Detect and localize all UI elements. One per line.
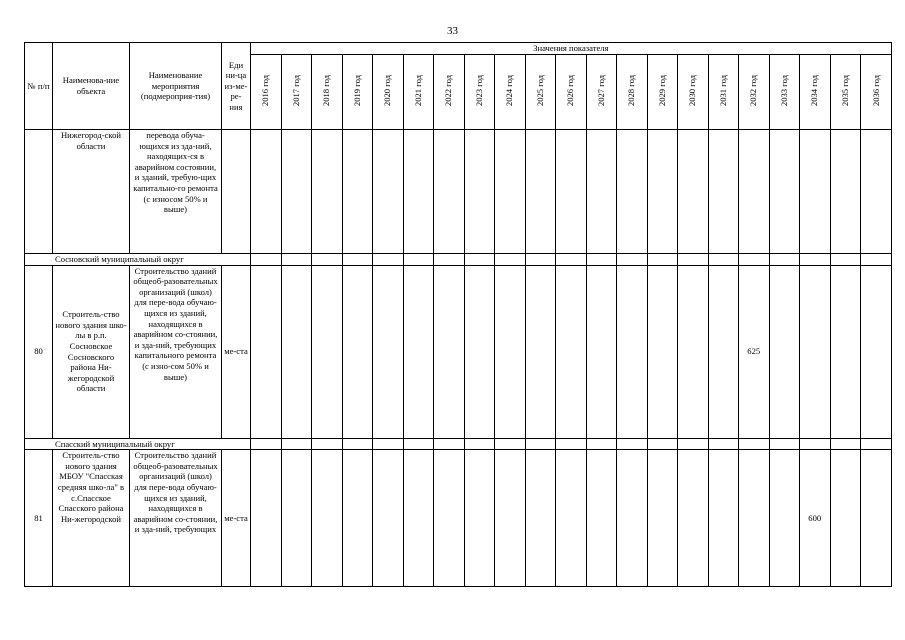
year-value-cell — [678, 254, 709, 266]
year-value-cell — [586, 130, 617, 254]
year-value-cell — [678, 450, 709, 587]
year-value-cell — [403, 265, 434, 438]
year-value-cell — [647, 265, 678, 438]
year-value-cell — [464, 265, 495, 438]
year-value-cell — [586, 450, 617, 587]
year-value-cell — [800, 254, 831, 266]
year-value-cell: 625 — [739, 265, 770, 438]
year-value-cell — [312, 438, 343, 450]
year-value-cell — [525, 438, 556, 450]
year-value-cell — [342, 254, 373, 266]
year-value-cell — [342, 265, 373, 438]
year-value-cell — [342, 438, 373, 450]
continuation-row — [25, 130, 892, 254]
year-header: 2027 год — [586, 55, 617, 130]
year-value-cell — [739, 130, 770, 254]
year-value-cell — [464, 254, 495, 266]
year-header: 2029 год — [647, 55, 678, 130]
header-num: № п/п — [25, 43, 53, 130]
year-value-cell — [647, 254, 678, 266]
year-value-cell — [556, 254, 587, 266]
year-header: 2020 год — [373, 55, 404, 130]
year-value-cell — [525, 130, 556, 254]
row-unit: ме-ста — [222, 265, 251, 438]
year-value-cell — [861, 450, 892, 587]
year-value-cell — [281, 130, 312, 254]
year-value-cell — [647, 450, 678, 587]
continuation-num — [25, 130, 53, 254]
header-values: Значения показателя — [251, 43, 892, 55]
year-value-cell — [464, 450, 495, 587]
year-value-cell — [769, 254, 800, 266]
year-value-cell — [861, 130, 892, 254]
year-value-cell — [373, 450, 404, 587]
year-header: 2025 год — [525, 55, 556, 130]
year-value-cell — [678, 438, 709, 450]
year-header: 2026 год — [556, 55, 587, 130]
year-header: 2035 год — [830, 55, 861, 130]
year-value-cell — [342, 450, 373, 587]
row-measure: Строительство зданий общеоб-разовательных организаций (школ) для пере-вода обучаю-щихся из зданий, находящихся в аварийном со-стоянии, и зда-ний, требующих капитального ремонта (с изно-сом 50% и выше) — [130, 265, 222, 438]
year-value-cell — [708, 254, 739, 266]
year-value-cell — [617, 130, 648, 254]
year-value-cell — [617, 265, 648, 438]
page-number: 33 — [447, 25, 458, 37]
year-value-cell — [708, 438, 739, 450]
year-value-cell — [739, 450, 770, 587]
year-value-cell — [830, 265, 861, 438]
year-header: 2028 год — [617, 55, 648, 130]
year-value-cell — [281, 438, 312, 450]
year-value-cell — [861, 254, 892, 266]
header-object: Наименова-ние объекта — [53, 43, 130, 130]
year-header: 2016 год — [251, 55, 282, 130]
year-value-cell — [495, 265, 526, 438]
year-value-cell — [525, 254, 556, 266]
year-header: 2036 год — [861, 55, 892, 130]
year-value-cell — [251, 254, 282, 266]
year-header: 2021 год — [403, 55, 434, 130]
year-value-cell — [251, 450, 282, 587]
year-header: 2019 год — [342, 55, 373, 130]
year-header: 2018 год — [312, 55, 343, 130]
year-value-cell — [769, 265, 800, 438]
row-num: 81 — [25, 450, 53, 587]
section-sosnovsky — [25, 254, 892, 266]
header-row-1 — [25, 43, 892, 55]
year-value-cell — [434, 254, 465, 266]
year-value-cell: 600 — [800, 450, 831, 587]
year-value-cell — [769, 450, 800, 587]
year-value-cell — [312, 254, 343, 266]
year-value-cell — [403, 450, 434, 587]
year-value-cell — [556, 450, 587, 587]
year-value-cell — [830, 438, 861, 450]
year-value-cell — [800, 438, 831, 450]
continuation-unit — [222, 130, 251, 254]
year-value-cell — [495, 450, 526, 587]
year-value-cell — [403, 130, 434, 254]
year-value-cell — [739, 254, 770, 266]
year-value-cell — [281, 265, 312, 438]
section-spassky-label: Спасский муниципальный округ — [25, 438, 251, 450]
year-value-cell — [800, 265, 831, 438]
year-header: 2023 год — [464, 55, 495, 130]
year-value-cell — [495, 130, 526, 254]
section-sosnovsky-label: Сосновский муниципальный округ — [25, 254, 251, 266]
year-value-cell — [464, 438, 495, 450]
year-value-cell — [312, 265, 343, 438]
year-value-cell — [403, 254, 434, 266]
year-value-cell — [281, 254, 312, 266]
year-value-cell — [861, 265, 892, 438]
year-value-cell — [586, 438, 617, 450]
year-value-cell — [312, 450, 343, 587]
year-value-cell — [678, 265, 709, 438]
year-value-cell — [708, 265, 739, 438]
year-value-cell — [251, 130, 282, 254]
year-value-cell — [769, 438, 800, 450]
continuation-object: Нижегород-ской области — [53, 130, 130, 254]
year-value-cell — [708, 450, 739, 587]
table-row — [25, 450, 892, 587]
row-object: Строитель-ство нового здания шко-лы в р.п. Сосновское Сосновского района Ни-жегородской области — [53, 265, 130, 438]
year-value-cell — [373, 438, 404, 450]
year-value-cell — [312, 130, 343, 254]
year-value-cell — [617, 438, 648, 450]
year-value-cell — [251, 265, 282, 438]
year-value-cell — [373, 130, 404, 254]
year-value-cell — [434, 438, 465, 450]
year-value-cell — [556, 438, 587, 450]
year-value-cell — [434, 265, 465, 438]
row-num: 80 — [25, 265, 53, 438]
year-header: 2034 год — [800, 55, 831, 130]
section-spassky — [25, 438, 892, 450]
year-header: 2017 год — [281, 55, 312, 130]
year-value-cell — [800, 130, 831, 254]
year-value-cell — [373, 254, 404, 266]
year-value-cell — [647, 438, 678, 450]
year-value-cell — [251, 438, 282, 450]
year-value-cell — [495, 254, 526, 266]
year-value-cell — [617, 450, 648, 587]
year-value-cell — [861, 438, 892, 450]
table-row — [25, 265, 892, 438]
year-value-cell — [617, 254, 648, 266]
year-value-cell — [281, 450, 312, 587]
year-value-cell — [769, 130, 800, 254]
year-value-cell — [647, 130, 678, 254]
year-value-cell — [403, 438, 434, 450]
year-value-cell — [708, 130, 739, 254]
year-value-cell — [739, 438, 770, 450]
header-unit: Еди ни-ца из-ме-ре-ния — [222, 43, 251, 130]
year-value-cell — [342, 130, 373, 254]
year-value-cell — [678, 130, 709, 254]
year-value-cell — [556, 130, 587, 254]
indicator-table — [24, 42, 892, 587]
year-header: 2033 год — [769, 55, 800, 130]
year-header: 2024 год — [495, 55, 526, 130]
continuation-measure: перевода обуча-ющихся из зда-ний, находящих-ся в аварийном состоянии, и зданий, требую-щих капитально-го ремонта (с износом 50% и выше) — [130, 130, 222, 254]
year-value-cell — [830, 254, 861, 266]
year-value-cell — [586, 265, 617, 438]
year-header: 2022 год — [434, 55, 465, 130]
header-measure: Наименование мероприятия (подмероприя-тия) — [130, 43, 222, 130]
row-unit: ме-ста — [222, 450, 251, 587]
year-value-cell — [830, 450, 861, 587]
year-value-cell — [495, 438, 526, 450]
year-value-cell — [434, 130, 465, 254]
year-header: 2031 год — [708, 55, 739, 130]
row-measure: Строительство зданий общеоб-разовательных организаций (школ) для пере-вода обучаю-щихся из зданий, находящихся в аварийном со-стоянии, и зда-ний, требующих — [130, 450, 222, 587]
year-value-cell — [830, 130, 861, 254]
row-object: Строитель-ство нового здания МБОУ "Спасская средняя шко-ла" в с.Спасское Спасского района Ни-жегородской — [53, 450, 130, 587]
year-value-cell — [556, 265, 587, 438]
year-value-cell — [525, 450, 556, 587]
year-header: 2032 год — [739, 55, 770, 130]
year-value-cell — [586, 254, 617, 266]
year-value-cell — [464, 130, 495, 254]
year-value-cell — [525, 265, 556, 438]
year-header: 2030 год — [678, 55, 709, 130]
year-value-cell — [373, 265, 404, 438]
year-value-cell — [434, 450, 465, 587]
